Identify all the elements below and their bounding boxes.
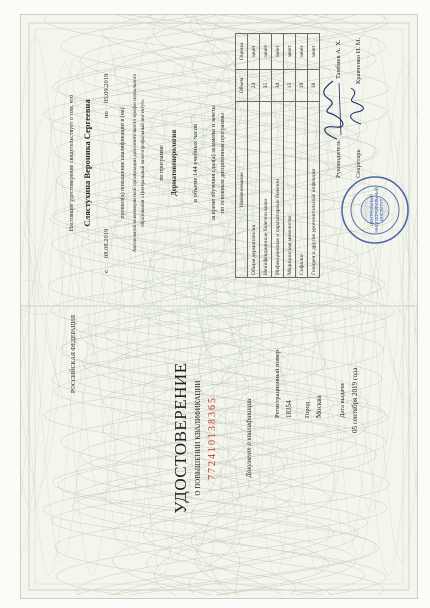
discipline-name: Медицинская микология [284, 102, 296, 278]
exam-line-2: по основным дисциплинам программы [220, 113, 226, 214]
discipline-grade: зачет [272, 34, 284, 70]
discipline-name: Инфекционные и паразитарные болезни [272, 102, 284, 278]
discipline-name: Гонорея и другие урогенитальные инфекции [308, 102, 320, 278]
program-name: Дерматовенерология [170, 129, 178, 197]
document-qualification-label: Документ о квалификации [245, 398, 253, 478]
certificate-sheet [20, 14, 418, 599]
discipline-volume: 18 [308, 69, 320, 102]
table-header-row [236, 34, 248, 278]
table-header-name: Наименование [236, 102, 248, 278]
organization-stamp [339, 174, 411, 246]
table-row [272, 34, 284, 278]
certificate-title: УДОСТОВЕРЕНИЕ [171, 362, 190, 514]
rotated-content [21, 15, 417, 598]
discipline-name: Неинфекционные болезни кожи [260, 102, 272, 278]
svg-text:МНОГОПРОФИЛЬНЫЙ: МНОГОПРОФИЛЬНЫЙ [374, 187, 379, 233]
organization-line-2: образования «Центральный многопрофильный институт» [140, 99, 146, 227]
secretary-signature [343, 83, 369, 128]
discipline-volume: 24 [248, 69, 260, 102]
table-row [260, 34, 272, 278]
city-label: Город [304, 401, 311, 418]
secretary-name: Кравченко И. М. [355, 38, 362, 84]
registration-label: Регистрационный номер [274, 350, 281, 418]
intro-text: Настоящее удостоверение свидетельствует о том, что [69, 94, 75, 232]
discipline-name: Сифилис [296, 102, 308, 278]
volume-value: 144 учебных часов [192, 123, 199, 177]
discipline-grade: зачет [260, 34, 272, 70]
exam-line-1: за время обучения сдал(а) экзамены и зачеты [211, 105, 217, 221]
svg-text:ИНСТИТУТ: ИНСТИТУТ [379, 198, 384, 222]
issue-date-label: Дата выдачи [339, 383, 346, 418]
svg-text:ЦЕНТРАЛЬНЫЙ: ЦЕНТРАЛЬНЫЙ [369, 193, 374, 227]
table-row [248, 34, 260, 278]
discipline-grade: зачет [296, 34, 308, 70]
recipient-name: Слястухина Вероника Сергеевна [82, 99, 92, 227]
certificate-subtitle: О ПОВЫШЕНИИ КВАЛИФИКАЦИИ [194, 380, 202, 496]
discipline-volume: 34 [272, 69, 284, 102]
volume-line [192, 28, 199, 298]
secretary-label: Секретарь [355, 149, 362, 178]
discipline-volume: 18 [296, 69, 308, 102]
discipline-grade: зачет [284, 34, 296, 70]
country-label: РОССИЙСКАЯ ФЕДЕРАЦИЯ [71, 314, 77, 393]
registration-number: 18354 [285, 400, 293, 418]
organization-line-1: Автономной некоммерческой организации дополнительного профессионального [132, 73, 138, 253]
table-header-volume: Объем [236, 69, 248, 102]
head-label: Руководитель [335, 140, 342, 178]
period-to-label: по [103, 111, 110, 118]
table-row [284, 34, 296, 278]
by-program-label: по программе [159, 145, 165, 181]
table-header-grade: Оценка [236, 34, 248, 70]
head-name: Тамбиев А. Х. [335, 39, 342, 79]
table-row [308, 34, 320, 278]
passed-text: прошел(а) повышение квалификации в (на) [120, 107, 126, 219]
discipline-volume: 15 [284, 69, 296, 102]
discipline-volume: 35 [260, 69, 272, 102]
disciplines-table [235, 33, 320, 278]
discipline-grade: зачет [248, 34, 260, 70]
city-value: Москва [315, 395, 323, 418]
discipline-grade: зачет [308, 34, 320, 70]
period-to-date: 05.09.2019 [103, 73, 110, 103]
table-row [296, 34, 308, 278]
certificate-number: 772410138365 [207, 396, 218, 480]
volume-prefix: в объеме [192, 177, 199, 203]
period-from-label: с [103, 270, 110, 273]
issue-date-value: 05 сентября 2019 года [351, 367, 359, 433]
period-from-date: 08.08.2019 [103, 228, 110, 258]
discipline-name: Общая дерматология [248, 102, 260, 278]
